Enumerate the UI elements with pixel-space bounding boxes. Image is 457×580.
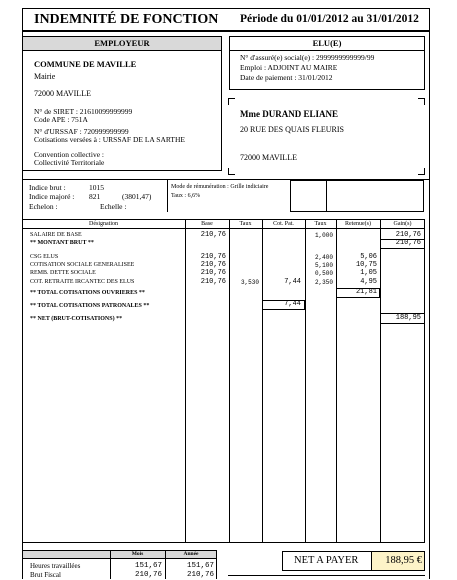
elu-street: 20 RUE DES QUAIS FLEURIS xyxy=(240,125,345,134)
indice-majore-value: 821 xyxy=(89,192,101,201)
col-header-gains: Gain(s) xyxy=(393,221,412,227)
row-cot-pat: 7,44 xyxy=(284,300,301,308)
totals-col-annee: Année xyxy=(183,551,199,557)
indice-majore-extra: (3801,47) xyxy=(122,192,152,201)
indices-taux: Taux : 6,6% xyxy=(171,193,201,199)
indices-side-box xyxy=(290,180,424,212)
totals-col-mois: Mois xyxy=(131,551,144,557)
row-retenue: 4,95 xyxy=(360,278,377,286)
row-label: ** NET (BRUT-COTISATIONS) ** xyxy=(30,316,123,322)
indice-majore-label: Indice majoré : xyxy=(29,192,75,201)
col-divider-6 xyxy=(380,219,381,543)
row-label: CSG ELUS xyxy=(30,254,59,260)
row-taux2: 5,100 xyxy=(314,262,333,269)
row-taux2: 2,400 xyxy=(314,254,333,261)
employer-siret: N° de SIRET : 21610099999999 xyxy=(34,107,133,116)
row-label: SALAIRE DE BASE xyxy=(30,232,82,238)
employer-dept: Mairie xyxy=(34,72,56,81)
net-a-payer-label: NET A PAYER xyxy=(294,555,359,566)
col-header-retenues: Retenue(s) xyxy=(345,221,371,227)
row-retenue: 10,75 xyxy=(355,261,377,269)
elu-ss-number: N° d'assuré(e) social(e) : 2999999999999/99 xyxy=(240,53,375,62)
row-cot-pat: 7,44 xyxy=(284,278,301,286)
elu-name: Mme DURAND ELIANE xyxy=(240,109,338,119)
totals-row-annee: 151,67 xyxy=(186,562,214,570)
employer-convention-label: Convention collective : xyxy=(34,150,104,159)
col-header-designation: Désignation xyxy=(89,221,118,227)
row-gain: 210,76 xyxy=(395,239,421,247)
totals-row-mois: 210,76 xyxy=(134,571,162,579)
totals-row-annee: 210,76 xyxy=(186,571,214,579)
row-base: 210,76 xyxy=(200,253,226,261)
col-header-cot-pat: Cot. Pat. xyxy=(273,221,294,227)
employer-section-label: EMPLOYEUR xyxy=(94,38,150,48)
row-taux2: 0,500 xyxy=(314,270,333,277)
document-title: INDEMNITÉ DE FONCTION xyxy=(34,12,219,27)
row-gain: 210,76 xyxy=(395,231,421,239)
row-taux2: 2,350 xyxy=(314,279,333,286)
row-base: 210,76 xyxy=(200,278,226,286)
totals-row-mois: 151,67 xyxy=(134,562,162,570)
address-corner-br xyxy=(418,168,425,175)
employer-urssaf: N° d'URSSAF : 720999999999 xyxy=(34,127,129,136)
row-taux: 3,530 xyxy=(240,279,259,286)
indice-brut-label: Indice brut : xyxy=(29,183,66,192)
totals-row-label: Brut Fiscal xyxy=(30,571,61,579)
net-bottom-rule xyxy=(228,575,425,576)
detail-table-header-rule xyxy=(22,228,425,229)
row-retenue: 1,05 xyxy=(360,269,377,277)
col-header-base: Base xyxy=(201,221,213,227)
elu-payment-date: Date de paiement : 31/01/2012 xyxy=(240,73,333,82)
mode-remuneration: Mode de rémunération : Grille indiciaire xyxy=(171,184,269,190)
col-header-taux2: Taux xyxy=(314,221,327,227)
row-label: COTISATION SOCIALE GENERALISEE xyxy=(30,262,135,268)
address-corner-tl xyxy=(228,98,235,105)
indices-divider xyxy=(167,180,168,212)
row-label: ** TOTAL COTISATIONS PATRONALES ** xyxy=(30,303,150,309)
row-label: ** MONTANT BRUT ** xyxy=(30,240,94,246)
col-divider-2 xyxy=(229,219,230,543)
indice-brut-value: 1015 xyxy=(89,183,104,192)
net-a-payer-value: 188,95 € xyxy=(385,555,422,566)
employer-convention: Collectivité Territoriale xyxy=(34,158,105,167)
address-corner-bl xyxy=(228,168,235,175)
row-retenue: 21,81 xyxy=(355,288,377,296)
row-retenue: 5,06 xyxy=(360,253,377,261)
col-divider-3 xyxy=(262,219,263,543)
row-label: REMB. DETTE SOCIALE xyxy=(30,270,96,276)
row-taux2: 1,000 xyxy=(314,232,333,239)
employer-city: 72000 MAVILLE xyxy=(34,89,91,98)
employer-name: COMMUNE DE MAVILLE xyxy=(34,59,137,69)
echelle-label: Echelle : xyxy=(100,202,127,211)
row-gain: 188,95 xyxy=(395,314,421,322)
row-label: ** TOTAL COTISATIONS OUVRIERES ** xyxy=(30,290,145,296)
period-label: Période du 01/01/2012 au 31/01/2012 xyxy=(240,13,419,25)
col-header-taux: Taux xyxy=(239,221,252,227)
totals-row-label: Heures travaillées xyxy=(30,562,81,570)
employer-ape: Code APE : 751A xyxy=(34,115,88,124)
employer-cotisations: Cotisations versées à : URSSAF DE LA SARTHE xyxy=(34,135,186,144)
elu-emploi: Emploi : ADJOINT AU MAIRE xyxy=(240,63,338,72)
row-base: 210,76 xyxy=(200,231,226,239)
row-base: 210,76 xyxy=(200,261,226,269)
elu-city: 72000 MAVILLE xyxy=(240,153,297,162)
elu-section-label: ELU(E) xyxy=(312,38,342,48)
row-base: 210,76 xyxy=(200,269,226,277)
echelon-label: Echelon : xyxy=(29,202,58,211)
address-corner-tr xyxy=(418,98,425,105)
indices-side-divider xyxy=(326,180,327,212)
row-label: COT. RETRAITE IRCANTEC DES ELUS xyxy=(30,279,135,285)
